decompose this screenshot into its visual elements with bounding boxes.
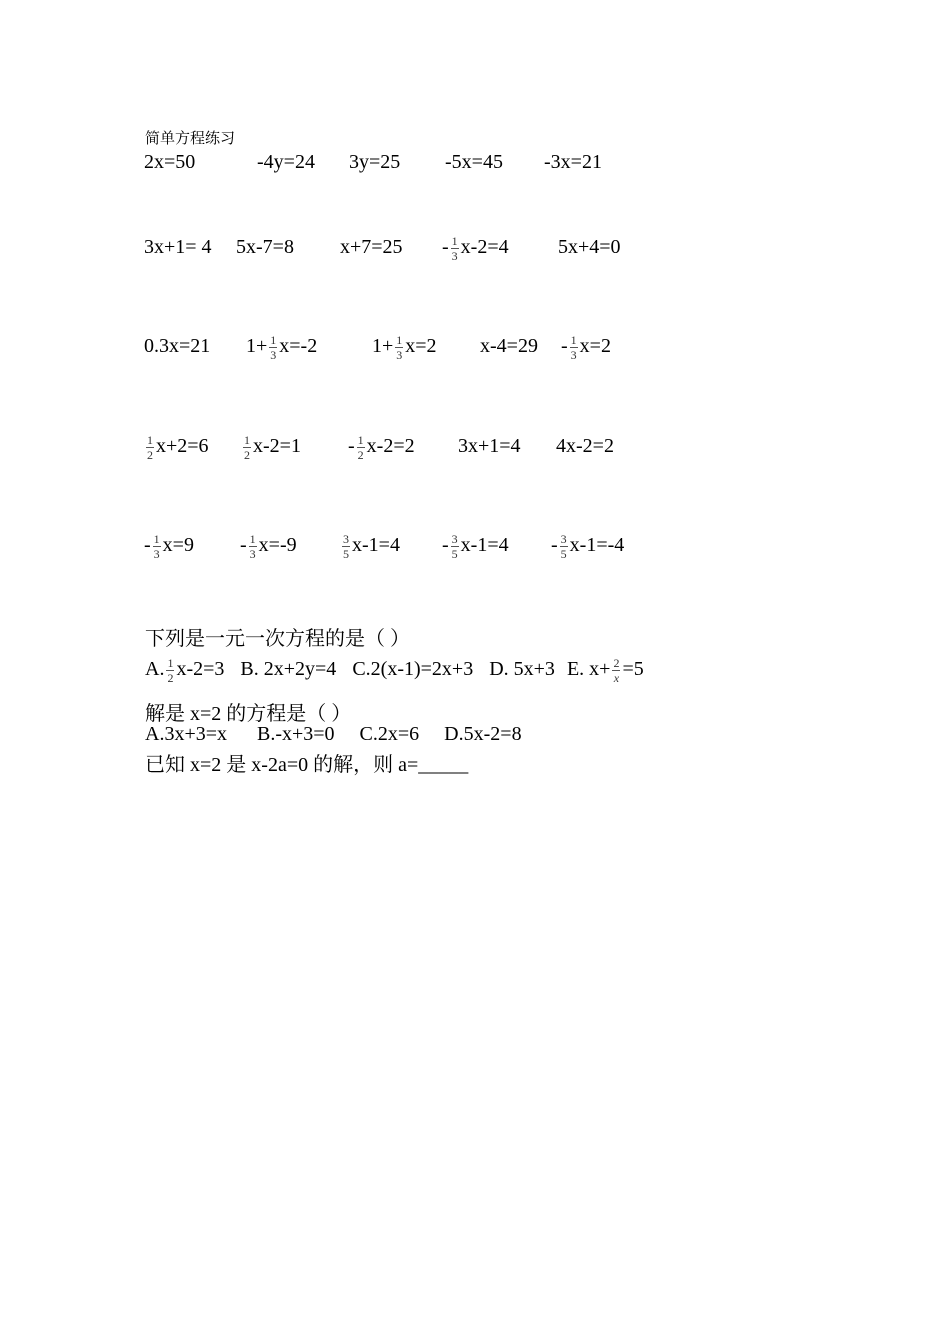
equation <box>340 521 400 569</box>
equation-text: x-1=-4 <box>569 533 625 556</box>
equation <box>241 422 301 470</box>
fraction <box>560 532 568 561</box>
equation-text: 4x-2=2 <box>556 434 614 457</box>
option-b-text: B. 2x+2y=4 <box>240 657 337 680</box>
equation-text: - <box>240 533 247 556</box>
equation-text: x=-9 <box>258 533 297 556</box>
equation-text: x+2=6 <box>156 434 209 457</box>
equation-text: -3x=21 <box>544 150 602 173</box>
equation <box>340 223 403 271</box>
equation <box>348 422 415 470</box>
fraction-denominator: 2 <box>167 670 174 685</box>
fraction <box>357 433 365 462</box>
fraction <box>243 433 251 462</box>
equation <box>372 322 437 370</box>
equation <box>442 521 509 569</box>
fraction-numerator: 1 <box>570 332 577 347</box>
fraction <box>249 532 257 561</box>
equation <box>144 422 209 470</box>
equation-text: x=-2 <box>279 334 318 357</box>
fraction-denominator: 3 <box>396 347 403 362</box>
equation-text: 5x-7=8 <box>236 235 294 258</box>
fraction-numerator: 1 <box>153 531 160 546</box>
fraction <box>451 532 459 561</box>
equation <box>480 322 538 370</box>
fraction-denominator: 2 <box>147 447 153 462</box>
option-d-text: D. 5x+3 <box>489 657 555 680</box>
option-c-text: C.2(x-1)=2x+3 <box>352 657 474 680</box>
equation-text: 0.3x=21 <box>144 334 211 357</box>
equation-text: - <box>144 533 151 556</box>
fraction-numerator: 2 <box>613 655 620 670</box>
equation <box>349 138 400 186</box>
fraction <box>269 333 277 362</box>
equation-text: 5x+4=0 <box>558 235 621 258</box>
question-2-prompt: 解是 x=2 的方程是（ ） <box>145 703 352 725</box>
question-1-prompt: 下列是一元一次方程的是（ ） <box>145 628 410 650</box>
equation-text: x-1=4 <box>460 533 509 556</box>
option-e-text: =5 <box>622 657 644 680</box>
equation-text: 3x+1= 4 <box>144 235 212 258</box>
equation-text: - <box>561 334 568 357</box>
equation <box>144 521 194 569</box>
equation-text: x-2=1 <box>253 434 301 457</box>
equation-text: x-2=4 <box>460 235 509 258</box>
fraction <box>612 656 620 685</box>
equation <box>144 138 195 186</box>
fraction-denominator: 3 <box>451 248 458 263</box>
equation <box>442 223 509 271</box>
fraction-numerator: 1 <box>249 531 256 546</box>
equation <box>458 422 521 470</box>
equation <box>561 322 611 370</box>
fraction <box>451 234 459 263</box>
equation-text: 3x+1=4 <box>458 434 521 457</box>
equation-text: x=9 <box>162 533 194 556</box>
fraction-denominator: 3 <box>249 546 256 561</box>
equation-text: x-2=2 <box>366 434 415 457</box>
equation-text: x=2 <box>579 334 611 357</box>
fraction-numerator: 1 <box>270 332 277 347</box>
equation-text: -5x=45 <box>445 150 503 173</box>
fraction-numerator: 3 <box>343 531 349 546</box>
question-1-options <box>145 651 644 687</box>
fraction-numerator: 1 <box>147 432 153 447</box>
fraction-denominator: 5 <box>343 546 349 561</box>
fraction-denominator: 5 <box>451 546 458 561</box>
fraction-numerator: 1 <box>451 233 458 248</box>
equation <box>236 223 294 271</box>
option-e-text: E. x+ <box>566 657 611 680</box>
equation-text: 3y=25 <box>349 150 401 173</box>
worksheet-title: 简单方程练习 <box>145 131 236 147</box>
fraction-denominator: 3 <box>270 347 277 362</box>
fraction-denominator: x <box>613 670 620 685</box>
equation-text: x-4=29 <box>480 334 538 357</box>
question-3-prompt: 已知 x=2 是 x-2a=0 的解，则 a=_____ <box>145 754 469 776</box>
equation-text: x+7=25 <box>340 235 403 258</box>
fraction-denominator: 2 <box>244 447 250 462</box>
equation-text: - <box>442 235 449 258</box>
equation <box>445 138 503 186</box>
equation-text: x-1=4 <box>352 533 400 556</box>
equation-text: - <box>551 533 558 556</box>
fraction-denominator: 3 <box>153 546 160 561</box>
equation <box>240 521 297 569</box>
fraction-numerator: 3 <box>451 531 458 546</box>
question-2-options: A.3x+3=x B.-x+3=0 C.2x=6 D.5x-2=8 <box>145 723 522 745</box>
fraction <box>146 433 154 462</box>
fraction-numerator: 3 <box>560 531 567 546</box>
equation <box>551 521 624 569</box>
option-a-label: A. <box>145 657 165 680</box>
equation-text: 2x=50 <box>144 150 196 173</box>
equation-text: - <box>442 533 449 556</box>
equation <box>257 138 315 186</box>
equation-text: x=2 <box>405 334 437 357</box>
fraction-numerator: 1 <box>244 432 250 447</box>
equation <box>144 322 210 370</box>
equation-text: 1+ <box>372 334 394 357</box>
option-a-text: x-2=3 <box>176 657 225 680</box>
equation-text: -4y=24 <box>257 150 315 173</box>
fraction-denominator: 5 <box>560 546 567 561</box>
fraction <box>570 333 578 362</box>
equation <box>556 422 614 470</box>
equation <box>544 138 602 186</box>
equation-text: 1+ <box>246 334 268 357</box>
fraction-denominator: 3 <box>570 347 577 362</box>
fraction <box>395 333 403 362</box>
fraction <box>153 532 161 561</box>
equation-text: - <box>348 434 355 457</box>
fraction <box>342 532 350 561</box>
equation <box>144 223 212 271</box>
equation <box>246 322 317 370</box>
fraction-numerator: 1 <box>396 332 403 347</box>
fraction-numerator: 1 <box>357 432 364 447</box>
fraction-denominator: 2 <box>357 447 364 462</box>
fraction-numerator: 1 <box>167 655 174 670</box>
equation <box>558 223 621 271</box>
fraction <box>166 656 174 685</box>
